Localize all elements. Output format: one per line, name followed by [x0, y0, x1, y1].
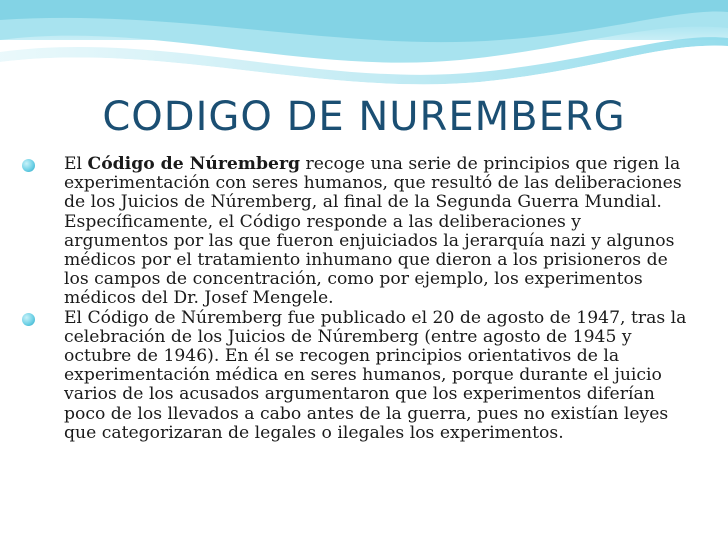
bullet-bold-term: Código de Núremberg [87, 154, 301, 174]
header-wave-decoration [0, 0, 728, 90]
bullet-dot-icon [22, 159, 35, 172]
bullet-item [22, 155, 690, 309]
bullet-text: recoge una serie de principios que rigen la experimentación con seres humanos, que resultó de las deliberaciones de los Juicios de Núremberg, al final de la Segunda Guerra Mundial. Específicamente, el Código responde a las deliberaciones y argumentos por las que fueron enjuiciados la jerarquía nazi y algunos médicos por el tratamiento inhumano que dieron a los prisioneros de los campos de concentración, como por ejemplo, los experimentos médicos del Dr. Josef Mengele. [64, 154, 682, 309]
bullet-item [22, 309, 690, 443]
slide-title: CODIGO DE NUREMBERG [102, 94, 626, 140]
bullet-dot-icon [22, 313, 35, 326]
bullet-prefix: El [64, 154, 88, 174]
bullet-text: El Código de Núremberg fue publicado el 20 de agosto de 1947, tras la celebración de los Juicios de Núremberg (entre agosto de 1945 y octubre de 1946). En él se recogen principios orientativos de la experimentación médica en seres humanos, porque durante el juicio varios de los acusados argumentaron que los experimentos diferían poco de los llevados a cabo antes de la guerra, pues no existían leyes que categorizaran de legales o ilegales los experimentos. [64, 307, 687, 443]
bullet-list [22, 155, 690, 443]
